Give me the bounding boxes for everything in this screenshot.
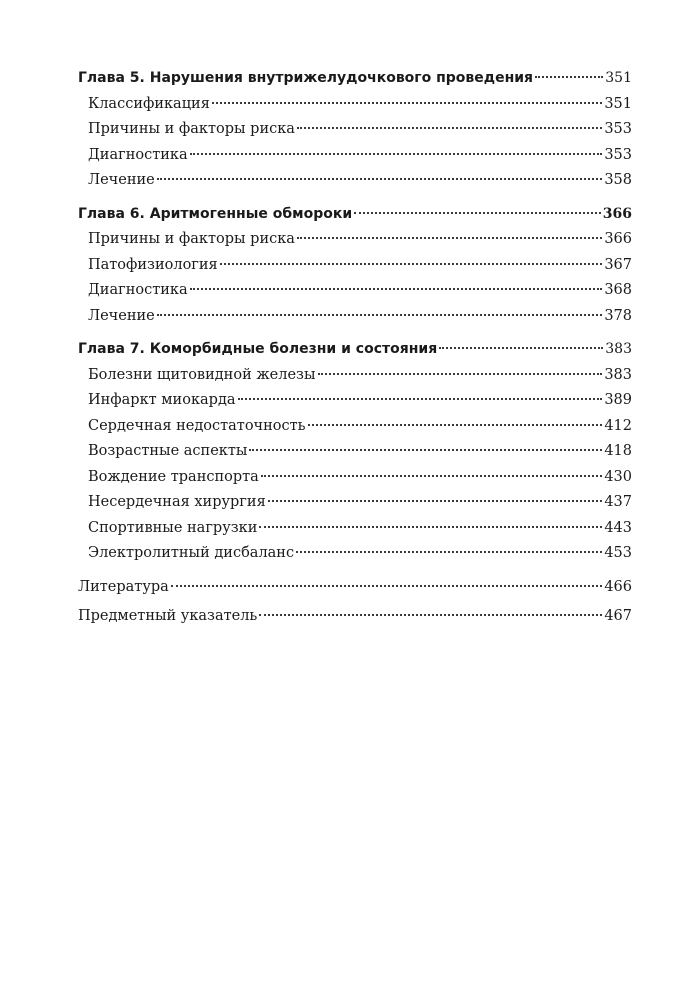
page-number: 351 (605, 70, 632, 86)
section-title: Болезни щитовидной железы (88, 366, 316, 383)
leader-dots (212, 102, 602, 104)
chapter-5 (78, 66, 632, 194)
leader-dots (439, 347, 603, 349)
chapter-7 (78, 337, 632, 567)
leader-dots (220, 263, 603, 265)
page-number: 443 (604, 519, 632, 536)
chapter-heading (78, 337, 632, 363)
leader-dots (308, 424, 603, 426)
page-number: 351 (604, 95, 632, 112)
toc-entry (78, 541, 632, 567)
toc-entry (78, 253, 632, 279)
chapter-title: Глава 6. Аритмогенные обмороки (78, 205, 353, 222)
section-title: Возрастные аспекты (88, 443, 248, 459)
entry-title: Литература (78, 578, 169, 595)
table-of-contents (78, 66, 632, 634)
chapter-heading (78, 202, 632, 228)
toc-entry (78, 304, 632, 330)
toc-entry (78, 363, 632, 389)
chapter-heading (78, 66, 632, 92)
section-title: Лечение (88, 172, 155, 188)
page-number: 367 (604, 256, 632, 273)
section-title: Классификация (88, 95, 210, 112)
page-number: 353 (604, 146, 632, 163)
page-number: 366 (604, 231, 632, 247)
section-title: Причины и факторы риска (88, 121, 295, 137)
leader-dots (190, 153, 603, 155)
chapter-title: Глава 7. Коморбидные болезни и состояния (78, 341, 438, 357)
chapter-title: Глава 5. Нарушения внутрижелудочкового проведения (78, 70, 534, 86)
toc-entry-index (78, 604, 632, 630)
page-number: 437 (604, 494, 632, 510)
section-title: Диагностика (88, 146, 188, 163)
leader-dots (259, 614, 602, 616)
toc-entry (78, 168, 632, 194)
leader-dots (297, 127, 602, 129)
section-title: Несердечная хирургия (88, 494, 266, 510)
section-title: Патофизиология (88, 256, 218, 273)
section-title: Диагностика (88, 282, 188, 298)
leader-dots (171, 585, 603, 587)
page-number: 358 (604, 172, 632, 188)
section-title: Спортивные нагрузки (88, 519, 258, 536)
leader-dots (268, 500, 603, 502)
page-number: 453 (604, 545, 632, 561)
section-title: Инфаркт миокарда (88, 392, 236, 408)
section-title: Вождение транспорта (88, 468, 259, 485)
entry-title: Предметный указатель (78, 608, 258, 624)
page-number: 383 (604, 366, 632, 383)
page-number: 389 (604, 392, 632, 408)
leader-dots (535, 76, 603, 78)
section-title: Электролитный дисбаланс (88, 545, 295, 561)
leader-dots (261, 475, 602, 477)
leader-dots (157, 314, 603, 316)
toc-entry (78, 92, 632, 118)
toc-entry (78, 117, 632, 143)
leader-dots (259, 526, 602, 528)
page-number: 418 (604, 443, 632, 459)
page-number: 366 (602, 205, 632, 222)
toc-entry (78, 465, 632, 491)
back-matter (78, 575, 632, 630)
leader-dots (238, 398, 603, 400)
page-number: 368 (604, 282, 632, 298)
toc-entry (78, 490, 632, 516)
toc-entry (78, 388, 632, 414)
page-number: 467 (604, 608, 632, 624)
section-title: Лечение (88, 307, 155, 324)
leader-dots (249, 449, 602, 451)
leader-dots (157, 178, 603, 180)
section-title: Сердечная недостаточность (88, 417, 306, 434)
toc-entry (78, 516, 632, 542)
page-number: 378 (604, 307, 632, 324)
leader-dots (297, 237, 602, 239)
section-title: Причины и факторы риска (88, 231, 295, 247)
leader-dots (190, 288, 603, 290)
page-number: 353 (604, 121, 632, 137)
toc-entry (78, 143, 632, 169)
toc-entry (78, 414, 632, 440)
toc-entry (78, 227, 632, 253)
leader-dots (354, 212, 601, 214)
page-number: 466 (604, 578, 632, 595)
leader-dots (296, 551, 602, 553)
page-number: 383 (605, 341, 632, 357)
toc-entry (78, 278, 632, 304)
leader-dots (318, 373, 603, 375)
page-number: 430 (604, 468, 632, 485)
chapter-6 (78, 202, 632, 330)
toc-entry-literature (78, 575, 632, 601)
toc-entry (78, 439, 632, 465)
page-number: 412 (604, 417, 632, 434)
